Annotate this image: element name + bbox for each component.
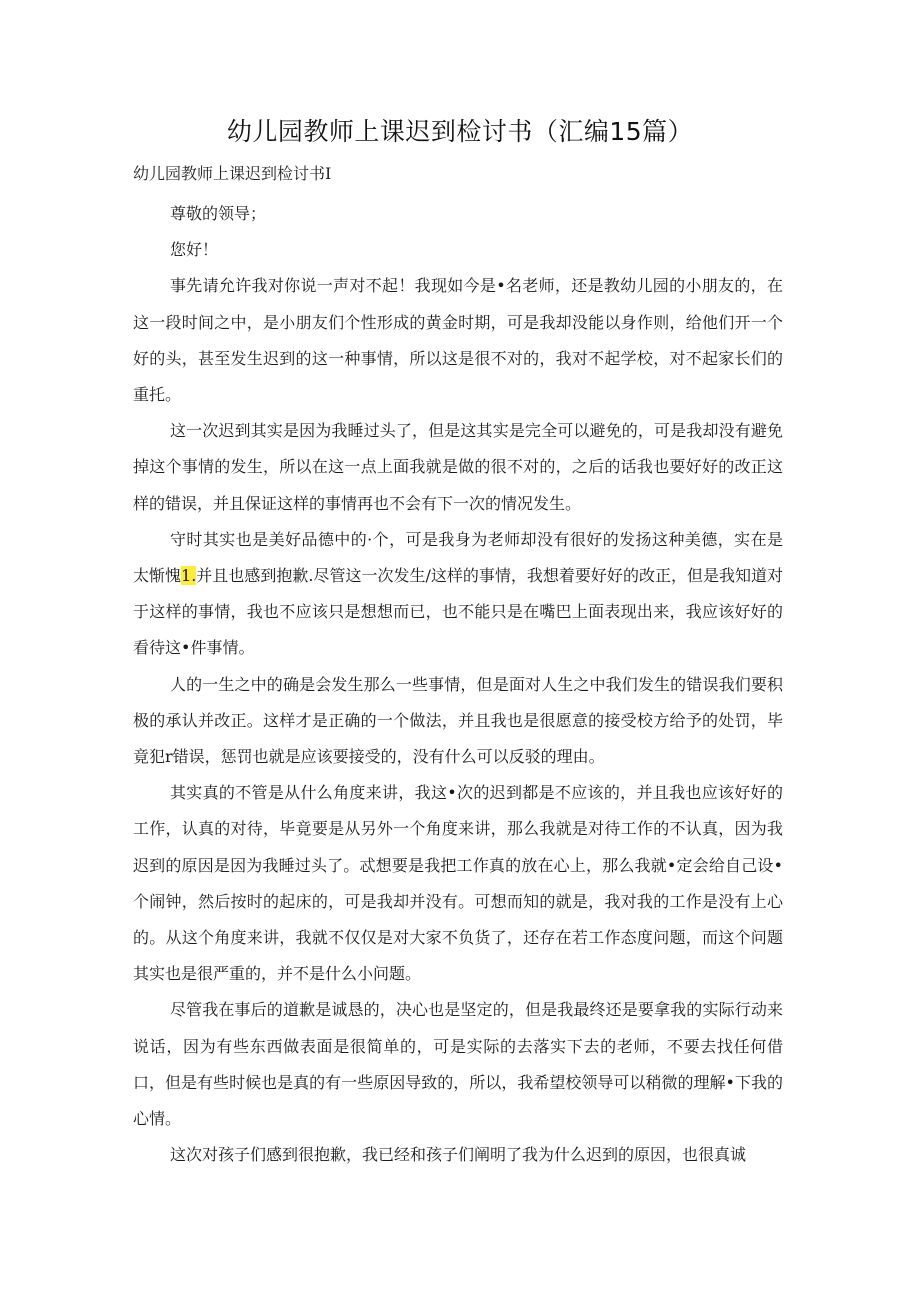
paragraph-3-start: 守时其实也是美好品德中的·个，可是我身为老师却没有很好的发扬这种美德，实在是太惭愧 — [133, 529, 783, 586]
paragraph-1: 事先请允许我对你说一声对不起！我现如今是•名老师，还是教幼儿园的小朋友的，在这一段时间之中，是小朋友们个性形成的黄金时期，可是我却没能以身作则，给他们开一个好的头，甚至发生迟到的这一种事情，所以这是很不对的，我对不起学校，对不起家长们的重托。 — [133, 276, 783, 405]
document-subtitle: 幼儿园教师上课迟到检讨书I — [133, 164, 332, 183]
paragraph-7: 这次对孩子们感到很抱歉，我已经和孩子们阐明了我为什么迟到的原因，也很真诚 — [170, 1145, 747, 1165]
paragraph-4: 人的一生之中的确是会发生那么一些事情，但是面对人生之中我们发生的错误我们要积极的承认并改正。这样才是正确的一个做法，并且我也是很愿意的接受校方给予的处罚，毕竟犯r错误，惩罚也就是应该要接受的，没有什么可以反驳的理由。 — [133, 674, 783, 767]
paragraph-3 — [133, 522, 783, 667]
document-body — [133, 196, 783, 1173]
paragraph-5: 其实真的不管是从什么角度来讲，我这•次的迟到都是不应该的，并且我也应该好好的工作，认真的对待，毕竟要是从另外一个角度来讲，那么我就是对待工作的不认真，因为我迟到的原因是因为我睡过头了。忒想要是我把工作真的放在心上，那么我就•定会给自己设•个闹钟，然后按时的起床的，可是我却并没有。可想而知的就是，我对我的工作是没有上心的。从这个角度来讲，我就不仅仅是对大家不负货了，还存在若工作态度问题，而这个问题其实也是很严重的，并不是什么小问题。 — [133, 783, 783, 984]
salutation: 尊敬的领导； — [170, 204, 267, 223]
greeting: 您好！ — [170, 240, 219, 260]
paragraph-2: 这一次迟到其实是因为我睡过头了，但是这其实是完全可以避免的，可是我却没有避免掉这个事情的发生，所以在这一点上面我就是做的很不对的，之后的话我也要好好的改正这样的错误，并且保证这样的事情再也不会有下一次的情况发生。 — [133, 421, 783, 513]
paragraph-3-end: 并且也感到抱歉.尽管这一次发生/这样的事情，我想着要好好的改正，但是我知道对于这样的事情，我也不应该只是想想而已，也不能只是在嘴巴上面表现出来，我应该好好的看待这•件事情。 — [133, 566, 783, 658]
highlighted-text: 1. — [181, 566, 197, 586]
document-title: 幼儿园教师上课迟到检讨书（汇编15篇） — [226, 117, 694, 146]
paragraph-6: 尽管我在事后的道歉是诚恳的，决心也是坚定的，但是我最终还是要拿我的实际行动来说话，因为有些东西做表面是很简单的，可是实际的去落实下去的老师，不要去找任何借口，但是有些时候也是真的有一些原因导致的，所以，我希望校领导可以稍微的理解•下我的心情。 — [133, 1000, 783, 1129]
